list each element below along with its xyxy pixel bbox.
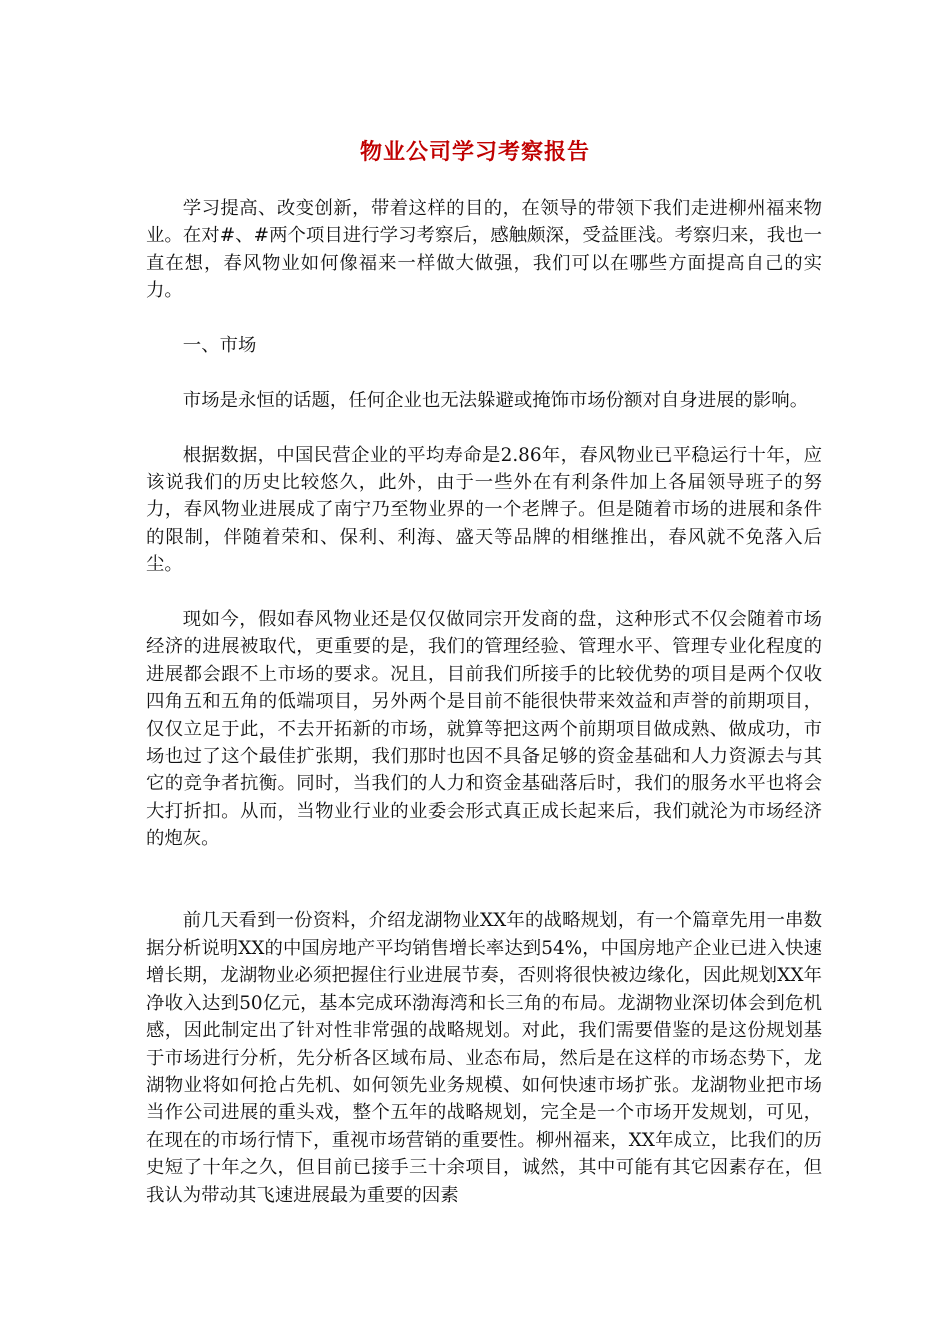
document-body [146,195,822,1236]
paragraph-intro: 学习提高、改变创新，带着这样的目的，在领导的带领下我们走进柳州福来物业。在对#、#两个项目进行学习考察后，感触颇深，受益匪浅。考察归来，我也一直在想，春风物业如何像福来一样做大做强，我们可以在哪些方面提高自己的实力。 [146,198,822,302]
paragraph-longhu-strategy: 前几天看到一份资料，介绍龙湖物业XX年的战略规划，有一个篇章先用一串数据分析说明XX的中国房地产平均销售增长率达到54%，中国房地产企业已进入快速增长期，龙湖物业必须把握住行业进展节奏，否则将很快被边缘化，因此规划XX年净收入达到50亿元，基本完成环渤海湾和长三角的布局。龙湖物业深切体会到危机感，因此制定出了针对性非常强的战略规划。对此，我们需要借鉴的是这份规划基于市场进行分析，先分析各区域布局、业态布局，然后是在这样的市场态势下，龙湖物业将如何抢占先机、如何领先业务规模、如何快速市场扩张。龙湖物业把市场当作公司进展的重头戏，整个五年的战略规划，完全是一个市场开发规划，可见，在现在的市场行情下，重视市场营销的重要性。柳州福来，XX年成立，比我们的历史短了十年之久，但目前已接手三十余项目，诚然，其中可能有其它因素存在，但我认为带动其飞速进展最为重要的因素 [146,910,822,1206]
document-title: 物业公司学习考察报告 [359,140,590,165]
paragraph-market-topic: 市场是永恒的话题，任何企业也无法躲避或掩饰市场份额对自身进展的影响。 [182,389,809,411]
paragraph-current-situation: 现如今，假如春风物业还是仅仅做同宗开发商的盘，这种形式不仅会随着市场经济的进展被取代，更重要的是，我们的管理经验、管理水平、管理专业化程度的进展都会跟不上市场的要求。况且，目前我们所接手的比较优势的项目是两个仅收四角五和五角的低端项目，另外两个是目前不能很快带来效益和声誉的前期项目，仅仅立足于此，不去开拓新的市场，就算等把这两个前期项目做成熟、做成功，市场也过了这个最佳扩张期，我们那时也因不具备足够的资金基础和人力资源去与其它的竞争者抗衡。同时，当我们的人力和资金基础落后时，我们的服务水平也将会大打折扣。从而，当物业行业的业委会形式真正成长起来后，我们就沦为市场经济的炮灰。 [146,609,822,850]
paragraph-history: 根据数据，中国民营企业的平均寿命是2.86年，春风物业已平稳运行十年，应该说我们的历史比较悠久，此外，由于一些外在有利条件加上各届领导班子的努力，春风物业进展成了南宁乃至物业界的一个老牌子。但是随着市场的进展和条件的限制，伴随着荣和、保利、利海、盛天等品牌的相继推出，春风就不免落入后尘。 [146,444,822,576]
section-heading-market: 一、市场 [182,335,257,357]
